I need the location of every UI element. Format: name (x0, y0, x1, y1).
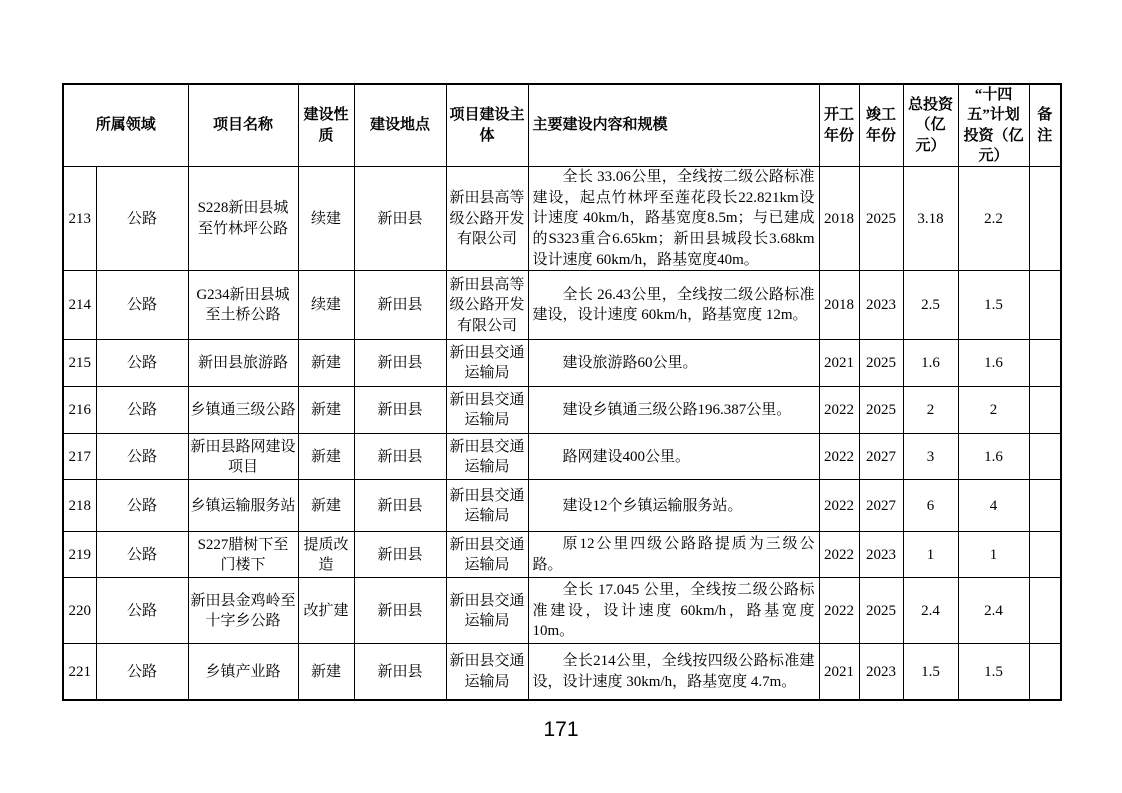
cell-builder: 新田县高等级公路开发有限公司 (446, 271, 528, 340)
cell-total-investment: 2.5 (903, 271, 958, 340)
table-row (63, 387, 1061, 434)
cell-plan-investment: 1.5 (958, 271, 1029, 340)
cell-builder: 新田县交通运输局 (446, 644, 528, 700)
table-row (63, 434, 1061, 480)
cell-plan-investment: 2.4 (958, 578, 1029, 644)
cell-remark (1029, 532, 1061, 578)
cell-builder: 新田县交通运输局 (446, 387, 528, 434)
cell-total-investment: 3 (903, 434, 958, 480)
cell-nature: 续建 (298, 271, 354, 340)
cell-plan-investment: 1 (958, 532, 1029, 578)
cell-total-investment: 6 (903, 480, 958, 532)
header-start-year: 开工年份 (819, 84, 859, 167)
cell-remark (1029, 271, 1061, 340)
cell-nature: 新建 (298, 434, 354, 480)
cell-name: 新田县金鸡岭至十字乡公路 (188, 578, 298, 644)
cell-remark (1029, 578, 1061, 644)
cell-location: 新田县 (354, 340, 446, 387)
header-nature: 建设性质 (298, 84, 354, 167)
cell-name: 乡镇运输服务站 (188, 480, 298, 532)
table-row (63, 340, 1061, 387)
cell-plan-investment: 1.6 (958, 434, 1029, 480)
cell-domain: 公路 (96, 532, 188, 578)
cell-nature: 改扩建 (298, 578, 354, 644)
cell-name: G234新田县城至土桥公路 (188, 271, 298, 340)
header-plan-investment: “十四五”计划投资（亿元） (958, 84, 1029, 167)
cell-plan-investment: 1.5 (958, 644, 1029, 700)
cell-builder: 新田县交通运输局 (446, 480, 528, 532)
cell-content: 建设乡镇通三级公路196.387公里。 (528, 387, 819, 434)
cell-index: 216 (63, 387, 96, 434)
cell-end-year: 2025 (859, 167, 903, 271)
cell-end-year: 2027 (859, 480, 903, 532)
table-row (63, 578, 1061, 644)
cell-nature: 续建 (298, 167, 354, 271)
cell-total-investment: 1.5 (903, 644, 958, 700)
cell-builder: 新田县交通运输局 (446, 532, 528, 578)
cell-domain: 公路 (96, 271, 188, 340)
table-header (63, 84, 1061, 167)
cell-plan-investment: 2.2 (958, 167, 1029, 271)
cell-domain: 公路 (96, 578, 188, 644)
projects-table (62, 83, 1062, 701)
cell-start-year: 2022 (819, 532, 859, 578)
cell-start-year: 2021 (819, 340, 859, 387)
cell-index: 213 (63, 167, 96, 271)
cell-name: S227腊树下至门楼下 (188, 532, 298, 578)
cell-domain: 公路 (96, 387, 188, 434)
cell-location: 新田县 (354, 578, 446, 644)
cell-start-year: 2022 (819, 480, 859, 532)
cell-content: 全长 26.43公里，全线按二级公路标准建设，设计速度 60km/h，路基宽度 12m。 (528, 271, 819, 340)
cell-remark (1029, 387, 1061, 434)
cell-location: 新田县 (354, 387, 446, 434)
cell-name: 新田县路网建设项目 (188, 434, 298, 480)
cell-name: 乡镇产业路 (188, 644, 298, 700)
header-remark: 备注 (1029, 84, 1061, 167)
cell-nature: 新建 (298, 387, 354, 434)
cell-builder: 新田县高等级公路开发有限公司 (446, 167, 528, 271)
header-project-name: 项目名称 (188, 84, 298, 167)
cell-index: 214 (63, 271, 96, 340)
cell-start-year: 2021 (819, 644, 859, 700)
cell-location: 新田县 (354, 532, 446, 578)
cell-name: S228新田县城至竹林坪公路 (188, 167, 298, 271)
cell-builder: 新田县交通运输局 (446, 434, 528, 480)
cell-start-year: 2022 (819, 578, 859, 644)
cell-total-investment: 3.18 (903, 167, 958, 271)
cell-end-year: 2023 (859, 271, 903, 340)
cell-nature: 新建 (298, 644, 354, 700)
table-row (63, 532, 1061, 578)
cell-total-investment: 1.6 (903, 340, 958, 387)
cell-content: 全长 17.045 公里，全线按二级公路标准建设，设计速度 60km/h，路基宽度10m。 (528, 578, 819, 644)
cell-remark (1029, 434, 1061, 480)
table-row (63, 167, 1061, 271)
cell-end-year: 2025 (859, 340, 903, 387)
cell-start-year: 2018 (819, 167, 859, 271)
header-location: 建设地点 (354, 84, 446, 167)
cell-remark (1029, 340, 1061, 387)
cell-remark (1029, 480, 1061, 532)
cell-domain: 公路 (96, 644, 188, 700)
cell-start-year: 2022 (819, 434, 859, 480)
cell-nature: 新建 (298, 340, 354, 387)
cell-domain: 公路 (96, 434, 188, 480)
cell-remark (1029, 167, 1061, 271)
cell-index: 215 (63, 340, 96, 387)
cell-index: 217 (63, 434, 96, 480)
cell-index: 218 (63, 480, 96, 532)
cell-start-year: 2018 (819, 271, 859, 340)
header-domain: 所属领域 (63, 84, 188, 167)
cell-builder: 新田县交通运输局 (446, 578, 528, 644)
cell-content: 路网建设400公里。 (528, 434, 819, 480)
cell-domain: 公路 (96, 480, 188, 532)
cell-total-investment: 2.4 (903, 578, 958, 644)
cell-index: 219 (63, 532, 96, 578)
table-row (63, 271, 1061, 340)
cell-location: 新田县 (354, 434, 446, 480)
cell-index: 220 (63, 578, 96, 644)
cell-content: 建设旅游路60公里。 (528, 340, 819, 387)
table-row (63, 480, 1061, 532)
header-builder: 项目建设主体 (446, 84, 528, 167)
cell-end-year: 2023 (859, 532, 903, 578)
cell-domain: 公路 (96, 167, 188, 271)
cell-end-year: 2023 (859, 644, 903, 700)
cell-end-year: 2025 (859, 387, 903, 434)
cell-nature: 新建 (298, 480, 354, 532)
cell-plan-investment: 2 (958, 387, 1029, 434)
cell-location: 新田县 (354, 644, 446, 700)
cell-start-year: 2022 (819, 387, 859, 434)
cell-content: 全长214公里，全线按四级公路标准建设，设计速度 30km/h，路基宽度 4.7m。 (528, 644, 819, 700)
page-number: 171 (543, 718, 579, 741)
table-row (63, 644, 1061, 700)
header-end-year: 竣工年份 (859, 84, 903, 167)
cell-end-year: 2025 (859, 578, 903, 644)
cell-nature: 提质改造 (298, 532, 354, 578)
header-content: 主要建设内容和规模 (528, 84, 819, 167)
cell-content: 全长 33.06公里，全线按二级公路标准建设，起点竹林坪至莲花段长22.821km设计速度 40km/h，路基宽度8.5m；与已建成的S323重合6.65km；新田县城段长3.68km设计速度 60km/h，路基宽度40m。 (528, 167, 819, 271)
cell-index: 221 (63, 644, 96, 700)
cell-content: 建设12个乡镇运输服务站。 (528, 480, 819, 532)
cell-location: 新田县 (354, 480, 446, 532)
cell-builder: 新田县交通运输局 (446, 340, 528, 387)
cell-remark (1029, 644, 1061, 700)
cell-total-investment: 2 (903, 387, 958, 434)
cell-name: 乡镇通三级公路 (188, 387, 298, 434)
cell-location: 新田县 (354, 271, 446, 340)
cell-plan-investment: 4 (958, 480, 1029, 532)
cell-total-investment: 1 (903, 532, 958, 578)
header-total-investment: 总投资（亿元） (903, 84, 958, 167)
cell-domain: 公路 (96, 340, 188, 387)
cell-end-year: 2027 (859, 434, 903, 480)
cell-name: 新田县旅游路 (188, 340, 298, 387)
cell-content: 原12公里四级公路路提质为三级公路。 (528, 532, 819, 578)
cell-plan-investment: 1.6 (958, 340, 1029, 387)
cell-location: 新田县 (354, 167, 446, 271)
table-body (63, 167, 1061, 700)
table-header-row (63, 84, 1061, 167)
